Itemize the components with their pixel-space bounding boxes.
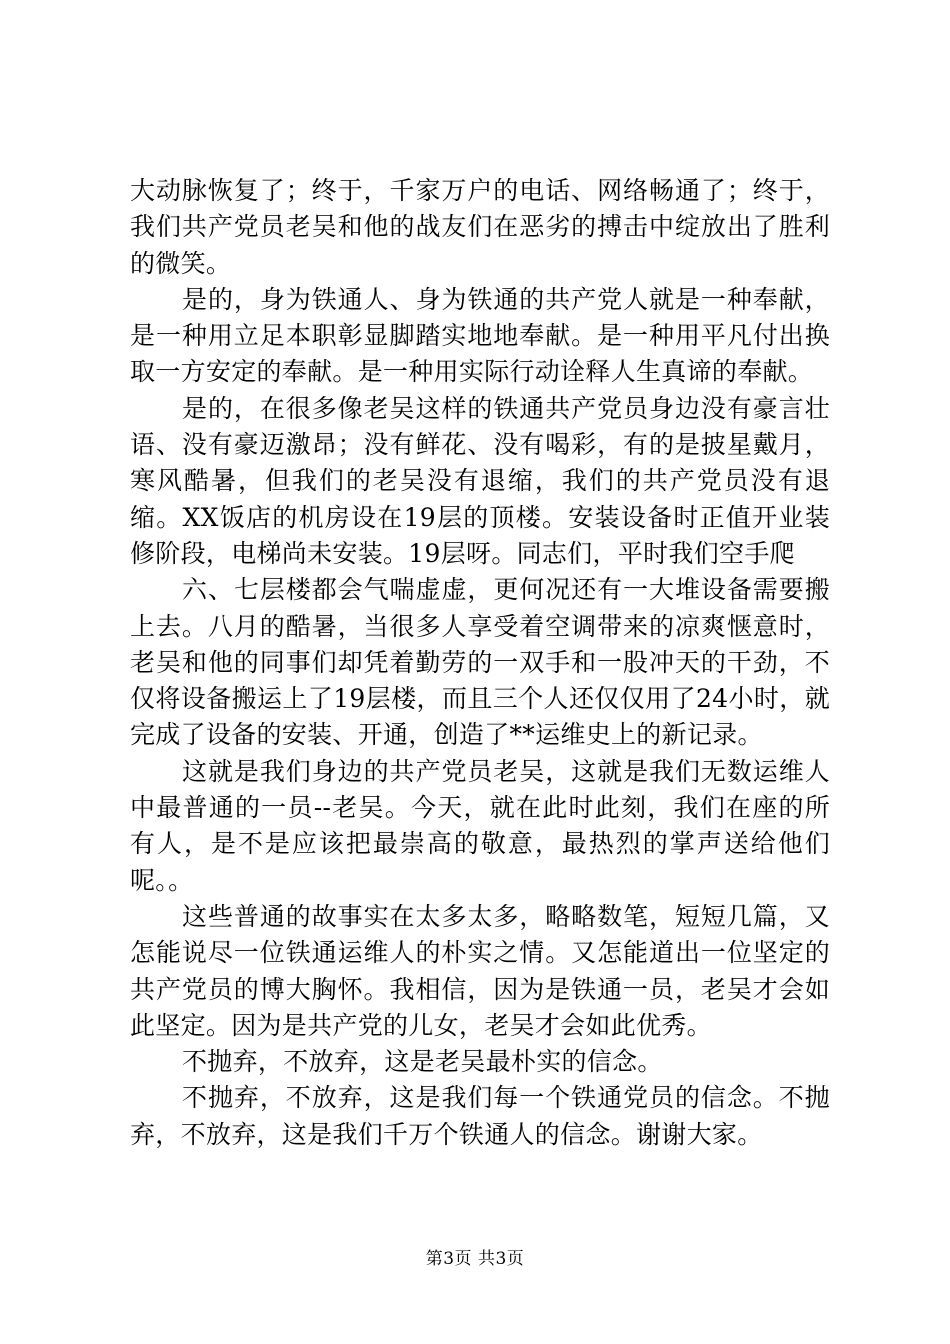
paragraph-5: 这就是我们身边的共产党员老吴，这就是我们无数运维人中最普通的一员--老吴。今天，就在此时此刻，我们在座的所有人，是不是应该把最崇高的敬意，最热烈的掌声送给他们呢。。 (130, 756, 830, 895)
paragraph-8: 不抛弃，不放弃，这是我们每一个铁通党员的信念。不抛弃，不放弃，这是我们千万个铁通人的信念。谢谢大家。 (130, 1083, 830, 1149)
paragraph-1: 大动脉恢复了；终于，千家万户的电话、网络畅通了；终于，我们共产党员老吴和他的战友们在恶劣的搏击中绽放出了胜利的微笑。 (130, 176, 830, 278)
document-body (130, 173, 830, 1153)
paragraph-4: 六、七层楼都会气喘虚虚，更何况还有一大堆设备需要搬上去。八月的酷暑，当很多人享受着空调带来的凉爽惬意时，老吴和他的同事们却凭着勤劳的一双手和一股冲天的干劲，不仅将设备搬运上了19层楼，而且三个人还仅仅用了24小时，就完成了设备的安装、开通，创造了**运维史上的新记录。 (130, 575, 830, 750)
paragraph-2: 是的，身为铁通人、身为铁通的共产党人就是一种奉献，是一种用立足本职彰显脚踏实地地奉献。是一种用平凡付出换取一方安定的奉献。是一种用实际行动诠释人生真谛的奉献。 (130, 284, 830, 387)
paragraph-7: 不抛弃，不放弃，这是老吴最朴实的信念。 (182, 1047, 663, 1077)
paragraph-3: 是的，在很多像老吴这样的铁通共产党员身边没有豪言壮语、没有豪迈激昂；没有鲜花、没有喝彩，有的是披星戴月，寒风酷暑，但我们的老吴没有退缩，我们的共产党员没有退缩。XX饭店的机房设在19层的顶楼。安装设备时正值开业装修阶段，电梯尚未安装。19层呀。同志们，平时我们空手爬 (130, 393, 830, 568)
page-footer: 第3页 共3页 (425, 1249, 525, 1269)
paragraph-6: 这些普通的故事实在太多太多，略略数笔，短短几篇，又怎能说尽一位铁通运维人的朴实之情。又怎能道出一位坚定的共产党员的博大胸怀。我相信，因为是铁通一员，老吴才会如此坚定。因为是共产党的儿女，老吴才会如此优秀。 (130, 901, 830, 1040)
